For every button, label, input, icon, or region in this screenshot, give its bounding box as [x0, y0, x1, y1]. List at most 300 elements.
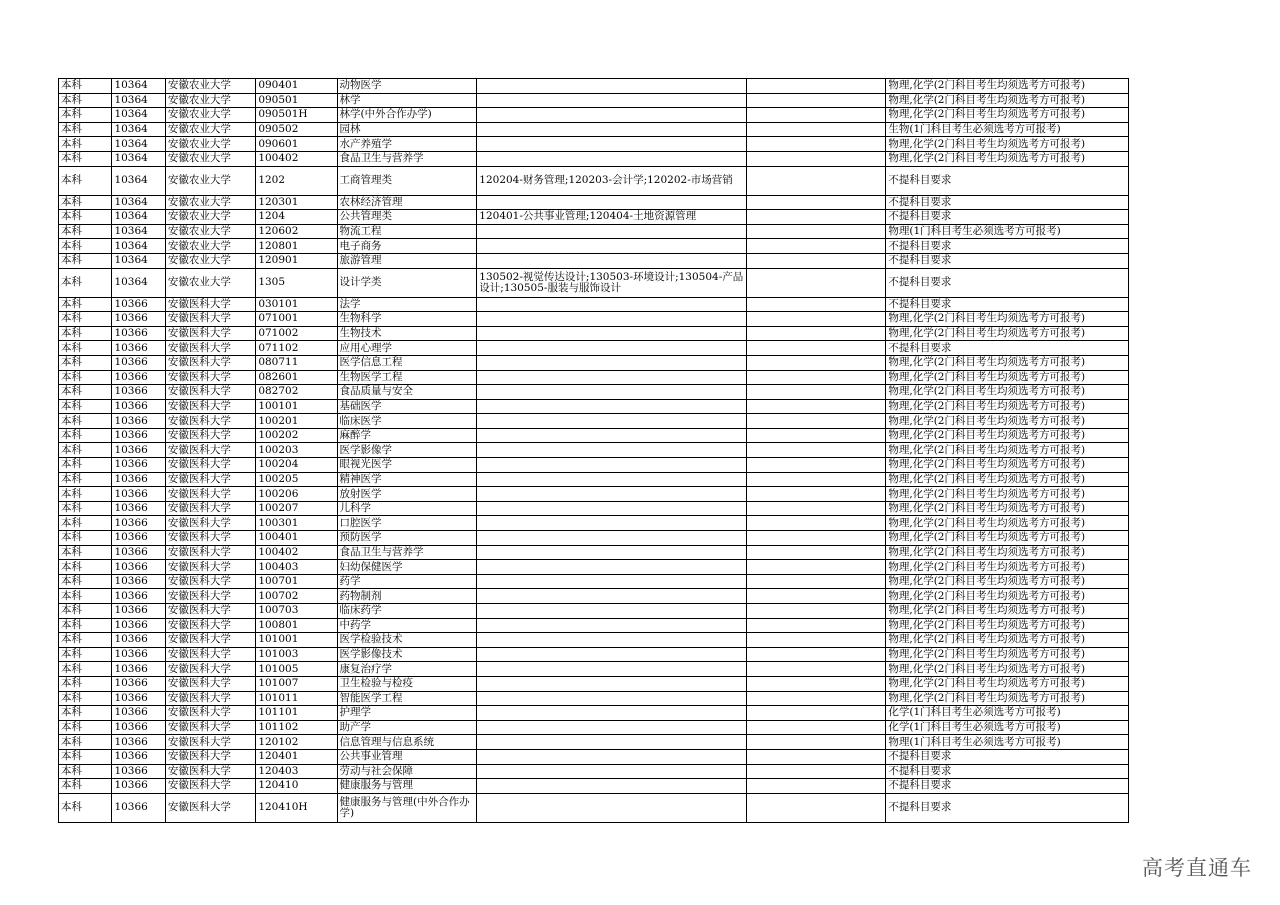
cell-included-majors: [477, 385, 746, 400]
cell-blank: [746, 676, 886, 691]
cell-blank: [746, 706, 886, 721]
table-row: [59, 487, 1129, 502]
cell-school-name: 安徽医科大学: [165, 604, 255, 619]
cell-included-majors: [477, 749, 746, 764]
cell-major-name: 公共管理类: [337, 210, 477, 225]
cell-school-code: 10364: [112, 137, 165, 152]
cell-included-majors: [477, 341, 746, 356]
cell-level: 本科: [59, 428, 112, 443]
cell-school-name: 安徽农业大学: [165, 137, 255, 152]
table-row: [59, 414, 1129, 429]
cell-school-code: 10366: [112, 662, 165, 677]
cell-major-name: 劳动与社会保障: [337, 764, 477, 779]
cell-included-majors: [477, 501, 746, 516]
cell-major-name: 健康服务与管理(中外合作办学): [337, 793, 477, 822]
table-row: [59, 516, 1129, 531]
cell-major-name: 园林: [337, 122, 477, 137]
cell-major-name: 信息管理与信息系统: [337, 735, 477, 750]
cell-included-majors: [477, 618, 746, 633]
cell-blank: [746, 749, 886, 764]
cell-major-code: 120102: [256, 735, 337, 750]
cell-school-code: 10366: [112, 647, 165, 662]
cell-subject-requirement: 物理,化学(2门科目考生均须选考方可报考): [886, 312, 1129, 327]
cell-subject-requirement: 物理,化学(2门科目考生均须选考方可报考): [886, 560, 1129, 575]
cell-level: 本科: [59, 122, 112, 137]
cell-school-code: 10366: [112, 370, 165, 385]
cell-major-code: 090501H: [256, 108, 337, 123]
cell-level: 本科: [59, 224, 112, 239]
cell-level: 本科: [59, 720, 112, 735]
cell-major-name: 医学影像学: [337, 443, 477, 458]
cell-school-name: 安徽农业大学: [165, 239, 255, 254]
cell-school-name: 安徽医科大学: [165, 545, 255, 560]
cell-subject-requirement: 物理,化学(2门科目考生均须选考方可报考): [886, 93, 1129, 108]
cell-school-name: 安徽医科大学: [165, 618, 255, 633]
cell-level: 本科: [59, 79, 112, 94]
table-row: [59, 691, 1129, 706]
cell-level: 本科: [59, 253, 112, 268]
cell-major-code: 120410: [256, 779, 337, 794]
cell-major-name: 儿科学: [337, 501, 477, 516]
cell-school-code: 10364: [112, 122, 165, 137]
cell-included-majors: [477, 516, 746, 531]
cell-blank: [746, 414, 886, 429]
cell-level: 本科: [59, 793, 112, 822]
cell-major-name: 口腔医学: [337, 516, 477, 531]
cell-school-code: 10364: [112, 79, 165, 94]
cell-school-code: 10364: [112, 210, 165, 225]
table-row: [59, 531, 1129, 546]
cell-included-majors: [477, 355, 746, 370]
cell-school-name: 安徽医科大学: [165, 691, 255, 706]
table-row: [59, 326, 1129, 341]
cell-blank: [746, 195, 886, 210]
cell-included-majors: [477, 531, 746, 546]
cell-school-name: 安徽医科大学: [165, 560, 255, 575]
cell-school-name: 安徽医科大学: [165, 312, 255, 327]
cell-included-majors: [477, 224, 746, 239]
cell-school-code: 10364: [112, 253, 165, 268]
cell-school-code: 10366: [112, 560, 165, 575]
cell-subject-requirement: 物理,化学(2门科目考生均须选考方可报考): [886, 428, 1129, 443]
cell-included-majors: [477, 399, 746, 414]
cell-level: 本科: [59, 355, 112, 370]
cell-subject-requirement: 物理,化学(2门科目考生均须选考方可报考): [886, 589, 1129, 604]
cell-school-code: 10366: [112, 735, 165, 750]
cell-level: 本科: [59, 414, 112, 429]
cell-school-code: 10364: [112, 166, 165, 195]
cell-included-majors: [477, 574, 746, 589]
cell-major-code: 120301: [256, 195, 337, 210]
cell-blank: [746, 691, 886, 706]
cell-included-majors: [477, 647, 746, 662]
cell-major-code: 071001: [256, 312, 337, 327]
cell-blank: [746, 531, 886, 546]
cell-included-majors: [477, 633, 746, 648]
cell-included-majors: [477, 414, 746, 429]
cell-school-name: 安徽农业大学: [165, 195, 255, 210]
cell-level: 本科: [59, 487, 112, 502]
cell-included-majors: [477, 706, 746, 721]
cell-blank: [746, 501, 886, 516]
cell-major-code: 082702: [256, 385, 337, 400]
cell-school-code: 10366: [112, 501, 165, 516]
table-row: [59, 633, 1129, 648]
cell-school-name: 安徽医科大学: [165, 399, 255, 414]
cell-school-name: 安徽医科大学: [165, 297, 255, 312]
cell-subject-requirement: 物理,化学(2门科目考生均须选考方可报考): [886, 108, 1129, 123]
cell-blank: [746, 545, 886, 560]
cell-major-name: 药学: [337, 574, 477, 589]
cell-blank: [746, 472, 886, 487]
cell-major-name: 动物医学: [337, 79, 477, 94]
table-row: [59, 574, 1129, 589]
cell-subject-requirement: 不提科目要求: [886, 210, 1129, 225]
table-row: [59, 560, 1129, 575]
cell-major-name: 医学影像技术: [337, 647, 477, 662]
cell-level: 本科: [59, 764, 112, 779]
cell-school-name: 安徽医科大学: [165, 472, 255, 487]
cell-major-code: 071002: [256, 326, 337, 341]
cell-school-name: 安徽农业大学: [165, 108, 255, 123]
cell-blank: [746, 268, 886, 297]
cell-major-code: 100801: [256, 618, 337, 633]
cell-level: 本科: [59, 691, 112, 706]
cell-major-name: 水产养殖学: [337, 137, 477, 152]
cell-school-code: 10366: [112, 720, 165, 735]
cell-included-majors: [477, 764, 746, 779]
table-row: [59, 793, 1129, 822]
cell-school-code: 10364: [112, 195, 165, 210]
cell-major-name: 助产学: [337, 720, 477, 735]
cell-major-name: 工商管理类: [337, 166, 477, 195]
cell-school-name: 安徽医科大学: [165, 706, 255, 721]
cell-major-code: 101005: [256, 662, 337, 677]
cell-major-code: 100402: [256, 545, 337, 560]
cell-major-name: 设计学类: [337, 268, 477, 297]
cell-included-majors: [477, 443, 746, 458]
cell-subject-requirement: 物理,化学(2门科目考生均须选考方可报考): [886, 151, 1129, 166]
cell-major-name: 药物制剂: [337, 589, 477, 604]
cell-subject-requirement: 物理,化学(2门科目考生均须选考方可报考): [886, 647, 1129, 662]
cell-subject-requirement: 物理,化学(2门科目考生均须选考方可报考): [886, 662, 1129, 677]
cell-level: 本科: [59, 239, 112, 254]
cell-major-name: 生物科学: [337, 312, 477, 327]
cell-major-code: 100701: [256, 574, 337, 589]
cell-subject-requirement: 不提科目要求: [886, 764, 1129, 779]
cell-subject-requirement: 物理,化学(2门科目考生均须选考方可报考): [886, 399, 1129, 414]
cell-school-name: 安徽农业大学: [165, 224, 255, 239]
cell-subject-requirement: 物理,化学(2门科目考生均须选考方可报考): [886, 355, 1129, 370]
cell-major-name: 基础医学: [337, 399, 477, 414]
cell-major-name: 康复治疗学: [337, 662, 477, 677]
cell-school-code: 10364: [112, 108, 165, 123]
table-row: [59, 428, 1129, 443]
cell-level: 本科: [59, 618, 112, 633]
cell-major-name: 电子商务: [337, 239, 477, 254]
cell-school-code: 10366: [112, 341, 165, 356]
cell-blank: [746, 93, 886, 108]
cell-school-name: 安徽医科大学: [165, 779, 255, 794]
cell-major-code: 100101: [256, 399, 337, 414]
cell-level: 本科: [59, 604, 112, 619]
cell-school-name: 安徽农业大学: [165, 122, 255, 137]
cell-blank: [746, 370, 886, 385]
cell-major-code: 101101: [256, 706, 337, 721]
cell-included-majors: [477, 93, 746, 108]
cell-school-name: 安徽医科大学: [165, 531, 255, 546]
cell-major-name: 护理学: [337, 706, 477, 721]
cell-major-code: 071102: [256, 341, 337, 356]
cell-included-majors: [477, 545, 746, 560]
table-row: [59, 108, 1129, 123]
table-row: [59, 224, 1129, 239]
cell-major-name: 应用心理学: [337, 341, 477, 356]
cell-school-code: 10364: [112, 224, 165, 239]
cell-school-code: 10366: [112, 779, 165, 794]
cell-major-code: 100702: [256, 589, 337, 604]
cell-school-name: 安徽农业大学: [165, 151, 255, 166]
cell-major-code: 100201: [256, 414, 337, 429]
cell-subject-requirement: 不提科目要求: [886, 166, 1129, 195]
cell-major-name: 食品质量与安全: [337, 385, 477, 400]
table-row: [59, 706, 1129, 721]
cell-level: 本科: [59, 195, 112, 210]
cell-major-name: 智能医学工程: [337, 691, 477, 706]
cell-level: 本科: [59, 749, 112, 764]
cell-level: 本科: [59, 706, 112, 721]
cell-major-code: 100207: [256, 501, 337, 516]
cell-school-code: 10366: [112, 312, 165, 327]
cell-included-majors: [477, 312, 746, 327]
cell-level: 本科: [59, 268, 112, 297]
cell-school-name: 安徽医科大学: [165, 414, 255, 429]
cell-blank: [746, 604, 886, 619]
cell-major-name: 食品卫生与营养学: [337, 545, 477, 560]
table-row: [59, 779, 1129, 794]
table-row: [59, 472, 1129, 487]
cell-subject-requirement: 物理(1门科目考生必须选考方可报考): [886, 224, 1129, 239]
table-row: [59, 443, 1129, 458]
cell-included-majors: [477, 122, 746, 137]
cell-major-name: 放射医学: [337, 487, 477, 502]
cell-school-code: 10366: [112, 618, 165, 633]
table-row: [59, 253, 1129, 268]
cell-subject-requirement: 物理,化学(2门科目考生均须选考方可报考): [886, 691, 1129, 706]
cell-blank: [746, 122, 886, 137]
cell-major-code: 100203: [256, 443, 337, 458]
table-row: [59, 618, 1129, 633]
cell-subject-requirement: 化学(1门科目考生必须选考方可报考): [886, 706, 1129, 721]
cell-major-name: 眼视光医学: [337, 458, 477, 473]
cell-level: 本科: [59, 574, 112, 589]
cell-included-majors: [477, 239, 746, 254]
cell-blank: [746, 297, 886, 312]
cell-school-name: 安徽医科大学: [165, 647, 255, 662]
cell-subject-requirement: 不提科目要求: [886, 749, 1129, 764]
cell-subject-requirement: 物理,化学(2门科目考生均须选考方可报考): [886, 458, 1129, 473]
cell-level: 本科: [59, 210, 112, 225]
cell-level: 本科: [59, 385, 112, 400]
cell-major-code: 100206: [256, 487, 337, 502]
cell-included-majors: [477, 779, 746, 794]
cell-major-name: 法学: [337, 297, 477, 312]
cell-major-name: 精神医学: [337, 472, 477, 487]
cell-major-code: 101003: [256, 647, 337, 662]
cell-included-majors: 120401-公共事业管理;120404-土地资源管理: [477, 210, 746, 225]
cell-school-code: 10366: [112, 749, 165, 764]
cell-school-name: 安徽医科大学: [165, 428, 255, 443]
cell-school-name: 安徽医科大学: [165, 633, 255, 648]
cell-subject-requirement: 物理,化学(2门科目考生均须选考方可报考): [886, 574, 1129, 589]
cell-major-code: 101011: [256, 691, 337, 706]
cell-included-majors: [477, 560, 746, 575]
cell-level: 本科: [59, 472, 112, 487]
table-row: [59, 370, 1129, 385]
cell-major-code: 120801: [256, 239, 337, 254]
cell-school-code: 10366: [112, 516, 165, 531]
table-row: [59, 501, 1129, 516]
cell-level: 本科: [59, 662, 112, 677]
cell-level: 本科: [59, 93, 112, 108]
cell-level: 本科: [59, 458, 112, 473]
cell-level: 本科: [59, 443, 112, 458]
cell-blank: [746, 312, 886, 327]
cell-blank: [746, 764, 886, 779]
table-row: [59, 589, 1129, 604]
cell-included-majors: 120204-财务管理;120203-会计学;120202-市场营销: [477, 166, 746, 195]
table-row: [59, 662, 1129, 677]
cell-level: 本科: [59, 326, 112, 341]
cell-blank: [746, 516, 886, 531]
cell-subject-requirement: 不提科目要求: [886, 793, 1129, 822]
cell-blank: [746, 239, 886, 254]
cell-blank: [746, 79, 886, 94]
table-row: [59, 195, 1129, 210]
cell-major-name: 临床医学: [337, 414, 477, 429]
cell-school-code: 10366: [112, 399, 165, 414]
cell-subject-requirement: 物理,化学(2门科目考生均须选考方可报考): [886, 137, 1129, 152]
table-row: [59, 151, 1129, 166]
cell-school-name: 安徽医科大学: [165, 326, 255, 341]
cell-included-majors: [477, 137, 746, 152]
cell-school-name: 安徽医科大学: [165, 764, 255, 779]
cell-blank: [746, 618, 886, 633]
cell-school-code: 10364: [112, 151, 165, 166]
cell-blank: [746, 326, 886, 341]
table-row: [59, 122, 1129, 137]
cell-major-code: 120901: [256, 253, 337, 268]
cell-school-name: 安徽医科大学: [165, 370, 255, 385]
cell-school-code: 10364: [112, 93, 165, 108]
cell-subject-requirement: 化学(1门科目考生必须选考方可报考): [886, 720, 1129, 735]
table-row: [59, 647, 1129, 662]
cell-subject-requirement: 物理,化学(2门科目考生均须选考方可报考): [886, 370, 1129, 385]
cell-school-code: 10366: [112, 487, 165, 502]
cell-school-name: 安徽农业大学: [165, 166, 255, 195]
cell-school-name: 安徽医科大学: [165, 662, 255, 677]
cell-level: 本科: [59, 531, 112, 546]
cell-major-code: 090401: [256, 79, 337, 94]
cell-major-code: 100205: [256, 472, 337, 487]
cell-level: 本科: [59, 735, 112, 750]
table-row: [59, 93, 1129, 108]
cell-major-code: 100703: [256, 604, 337, 619]
cell-school-code: 10366: [112, 589, 165, 604]
cell-blank: [746, 428, 886, 443]
cell-school-code: 10366: [112, 604, 165, 619]
cell-major-code: 080711: [256, 355, 337, 370]
cell-school-code: 10366: [112, 428, 165, 443]
cell-school-name: 安徽医科大学: [165, 735, 255, 750]
cell-major-code: 1305: [256, 268, 337, 297]
cell-level: 本科: [59, 516, 112, 531]
cell-subject-requirement: 物理,化学(2门科目考生均须选考方可报考): [886, 487, 1129, 502]
cell-level: 本科: [59, 647, 112, 662]
cell-included-majors: [477, 735, 746, 750]
cell-blank: [746, 443, 886, 458]
cell-subject-requirement: 不提科目要求: [886, 253, 1129, 268]
cell-blank: [746, 137, 886, 152]
table-row: [59, 268, 1129, 297]
cell-major-code: 090501: [256, 93, 337, 108]
cell-included-majors: [477, 108, 746, 123]
cell-level: 本科: [59, 341, 112, 356]
cell-school-code: 10366: [112, 414, 165, 429]
cell-blank: [746, 399, 886, 414]
cell-level: 本科: [59, 560, 112, 575]
cell-blank: [746, 779, 886, 794]
table-row: [59, 735, 1129, 750]
cell-school-code: 10366: [112, 676, 165, 691]
cell-level: 本科: [59, 151, 112, 166]
cell-blank: [746, 458, 886, 473]
cell-school-name: 安徽医科大学: [165, 720, 255, 735]
cell-school-code: 10366: [112, 574, 165, 589]
table-row: [59, 79, 1129, 94]
table-row: [59, 312, 1129, 327]
admission-subject-table: [58, 78, 1129, 823]
cell-included-majors: [477, 458, 746, 473]
cell-school-code: 10366: [112, 326, 165, 341]
cell-level: 本科: [59, 399, 112, 414]
cell-blank: [746, 633, 886, 648]
cell-subject-requirement: 物理,化学(2门科目考生均须选考方可报考): [886, 545, 1129, 560]
cell-level: 本科: [59, 166, 112, 195]
cell-major-code: 100204: [256, 458, 337, 473]
cell-subject-requirement: 不提科目要求: [886, 297, 1129, 312]
cell-major-name: 物流工程: [337, 224, 477, 239]
cell-major-code: 1204: [256, 210, 337, 225]
cell-included-majors: [477, 487, 746, 502]
cell-school-name: 安徽医科大学: [165, 501, 255, 516]
cell-subject-requirement: 物理,化学(2门科目考生均须选考方可报考): [886, 326, 1129, 341]
cell-included-majors: [477, 589, 746, 604]
cell-level: 本科: [59, 589, 112, 604]
cell-level: 本科: [59, 633, 112, 648]
cell-blank: [746, 720, 886, 735]
cell-major-name: 林学(中外合作办学): [337, 108, 477, 123]
cell-school-code: 10366: [112, 706, 165, 721]
cell-included-majors: 130502-视觉传达设计;130503-环境设计;130504-产品设计;130505-服装与服饰设计: [477, 268, 746, 297]
table-row: [59, 545, 1129, 560]
cell-school-code: 10366: [112, 691, 165, 706]
cell-school-name: 安徽医科大学: [165, 589, 255, 604]
cell-subject-requirement: 不提科目要求: [886, 268, 1129, 297]
cell-major-code: 120401: [256, 749, 337, 764]
cell-blank: [746, 560, 886, 575]
table-row: [59, 764, 1129, 779]
